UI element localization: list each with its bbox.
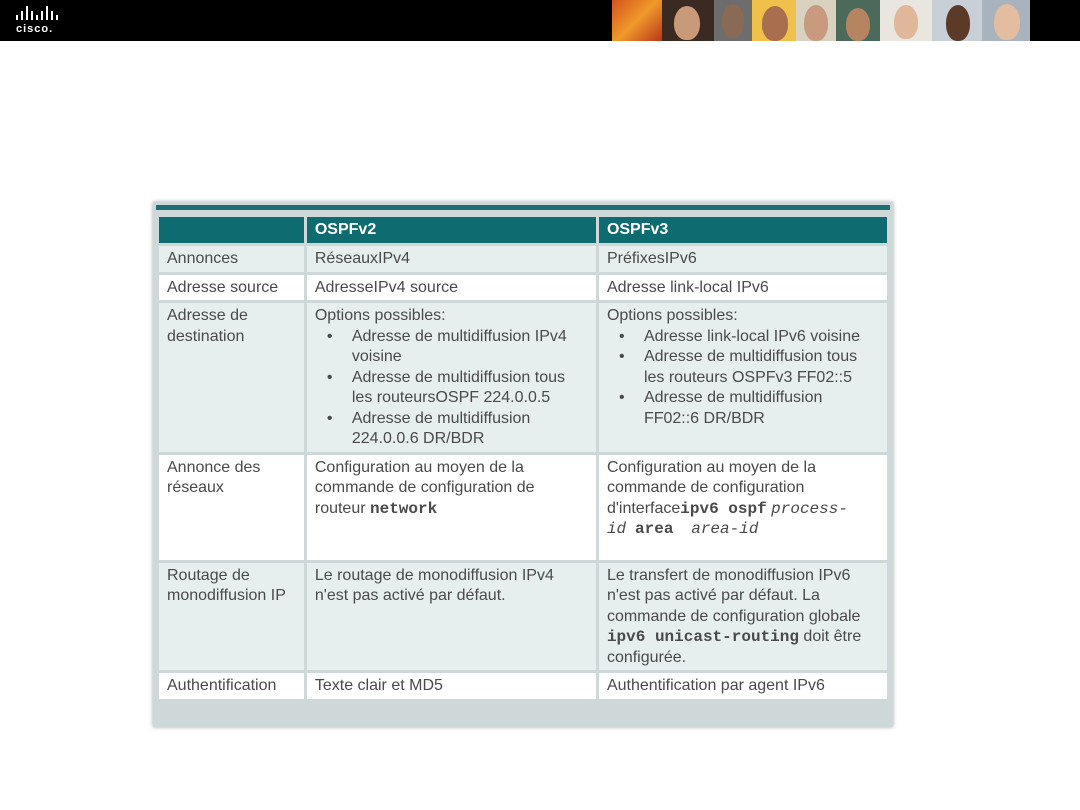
row-adresse-source xyxy=(159,275,887,301)
cell-ospfv3 xyxy=(599,563,887,671)
cell-text: Le transfert de monodiffusion IPv6 n'est pas activé par défaut. La commande de configuration globale xyxy=(606,566,861,625)
row-authentification xyxy=(159,673,887,699)
table-header-row xyxy=(159,217,887,243)
table-top-rule xyxy=(156,205,890,210)
argument-process-id: process-id xyxy=(606,499,848,538)
cell-ospfv2 xyxy=(307,455,596,560)
argument-area-id: area-id xyxy=(691,520,759,538)
row-routage-monodiffusion xyxy=(159,563,887,671)
options-intro: Options possibles: xyxy=(606,307,738,324)
list-item: • Adresse link-local IPv6 voisine xyxy=(636,327,879,348)
ospf-comparison-table xyxy=(153,202,893,727)
cisco-logo-bars-icon xyxy=(16,6,76,20)
cell-ospfv3 xyxy=(599,303,887,452)
row-annonce-reseaux xyxy=(159,455,887,560)
row-annonces xyxy=(159,246,887,272)
options-list xyxy=(315,327,588,450)
cell-ospfv2: Le routage de monodiffusion IPv4 n'est pas activé par défaut. xyxy=(307,563,596,671)
row-label: Routage de monodiffusion IP xyxy=(159,563,304,671)
row-label: Adresse source xyxy=(159,275,304,301)
command-network: network xyxy=(370,499,438,518)
cell-ospfv2: AdresseIPv4 source xyxy=(307,275,596,301)
command-ipv6-ospf: ipv6 ospf xyxy=(680,499,767,518)
people-photo-strip xyxy=(612,0,1080,41)
comparison-grid xyxy=(156,214,890,702)
cell-ospfv2: RéseauxIPv4 xyxy=(307,246,596,272)
header-bar xyxy=(0,0,1080,41)
header-empty xyxy=(159,217,304,243)
header-ospfv2: OSPFv2 xyxy=(307,217,596,243)
row-label: Adresse de destination xyxy=(159,303,304,452)
header-ospfv3: OSPFv3 xyxy=(599,217,887,243)
cell-ospfv3: Adresse link-local IPv6 xyxy=(599,275,887,301)
cell-ospfv3 xyxy=(599,455,887,560)
row-label: Authentification xyxy=(159,673,304,699)
cell-ospfv3: Authentification par agent IPv6 xyxy=(599,673,887,699)
cell-ospfv3: PréfixesIPv6 xyxy=(599,246,887,272)
cell-text: Configuration au moyen de la commande de configuration de routeur xyxy=(314,458,535,517)
cell-tail-text: doit être configurée. xyxy=(606,628,862,666)
row-label: Annonces xyxy=(159,246,304,272)
command-area: area xyxy=(635,520,674,538)
cell-ospfv2: Texte clair et MD5 xyxy=(307,673,596,699)
list-item: • Adresse de multidiffusion IPv4 voisine xyxy=(344,327,588,368)
list-item: • Adresse de multidiffusion 224.0.0.6 DR/BDR xyxy=(344,409,588,450)
options-list xyxy=(607,327,879,430)
row-label: Annonce des réseaux xyxy=(159,455,304,560)
row-adresse-destination xyxy=(159,303,887,452)
list-item: • Adresse de multidiffusion FF02::6 DR/BDR xyxy=(636,388,879,429)
cisco-logo xyxy=(16,6,76,36)
list-item: • Adresse de multidiffusion tous les routeursOSPF 224.0.0.5 xyxy=(344,368,588,409)
cell-ospfv2 xyxy=(307,303,596,452)
command-ipv6-unicast-routing: ipv6 unicast-routing xyxy=(606,628,799,646)
list-item: • Adresse de multidiffusion tous les routeurs OSPFv3 FF02::5 xyxy=(636,347,879,388)
options-intro: Options possibles: xyxy=(314,307,446,324)
cell-text: Configuration au moyen de la commande de configuration d'interface xyxy=(606,458,816,517)
cisco-logo-text: cisco. xyxy=(16,23,54,35)
